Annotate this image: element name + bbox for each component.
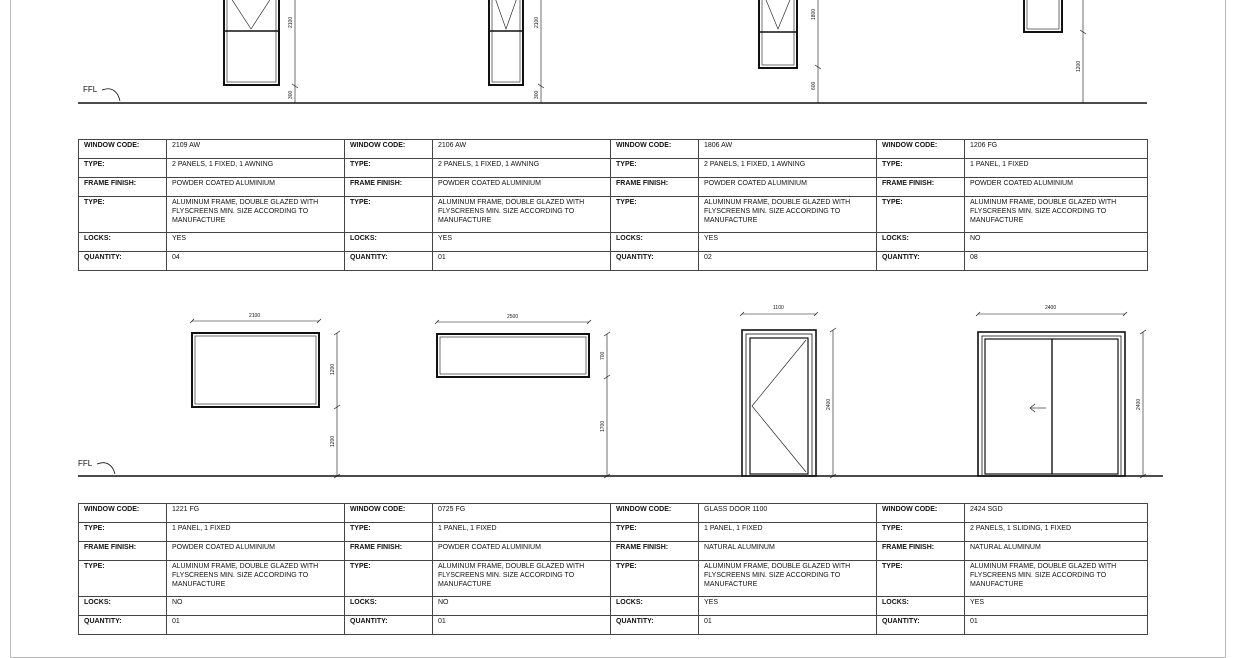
label-quantity: QUANTITY: xyxy=(345,616,433,635)
label-type: TYPE: xyxy=(79,561,167,597)
dim-text: 600 xyxy=(811,81,817,90)
lower-ffl-arrow xyxy=(97,463,115,474)
cell-locks: YES xyxy=(699,233,877,252)
sliding-door-2424sgd-elevation xyxy=(978,332,1125,476)
label-type: TYPE: xyxy=(345,523,433,542)
dim-text: 2100 xyxy=(534,16,540,28)
label-type: TYPE: xyxy=(79,197,167,233)
label-type: TYPE: xyxy=(79,159,167,178)
dim-text: 300 xyxy=(288,90,294,99)
label-type: TYPE: xyxy=(877,523,965,542)
label-window-code: WINDOW CODE: xyxy=(877,504,965,523)
schedule-row-quantity xyxy=(79,252,1148,271)
schedule-row-locks xyxy=(79,597,1148,616)
schedule-row-description xyxy=(79,561,1148,597)
cell-quantity: 02 xyxy=(699,252,877,271)
label-window-code: WINDOW CODE: xyxy=(611,140,699,159)
cell-quantity: 01 xyxy=(965,616,1148,635)
label-type: TYPE: xyxy=(345,197,433,233)
cell-window-code: GLASS DOOR 1100 xyxy=(699,504,877,523)
cell-frame-finish: POWDER COATED ALUMINIUM xyxy=(433,178,611,197)
cell-description: ALUMINUM FRAME, DOUBLE GLAZED WITH FLYSCREENS MIN. SIZE ACCORDING TO MANUFACTURE xyxy=(433,197,611,233)
label-type: TYPE: xyxy=(611,197,699,233)
cell-frame-finish: POWDER COATED ALUMINIUM xyxy=(167,178,345,197)
label-quantity: QUANTITY: xyxy=(345,252,433,271)
label-type: TYPE: xyxy=(611,561,699,597)
cell-description: ALUMINUM FRAME, DOUBLE GLAZED WITH FLYSCREENS MIN. SIZE ACCORDING TO MANUFACTURE xyxy=(167,561,345,597)
label-type: TYPE: xyxy=(877,197,965,233)
cell-window-code: 1206 FG xyxy=(965,140,1148,159)
label-window-code: WINDOW CODE: xyxy=(345,140,433,159)
cell-description: ALUMINUM FRAME, DOUBLE GLAZED WITH FLYSCREENS MIN. SIZE ACCORDING TO MANUFACTURE xyxy=(699,561,877,597)
label-locks: LOCKS: xyxy=(877,597,965,616)
cell-locks: YES xyxy=(167,233,345,252)
cell-type: 1 PANEL, 1 FIXED xyxy=(965,159,1148,178)
cell-quantity: 01 xyxy=(167,616,345,635)
cell-quantity: 04 xyxy=(167,252,345,271)
window-2106aw-elevation xyxy=(489,0,523,85)
label-locks: LOCKS: xyxy=(345,233,433,252)
cell-frame-finish: POWDER COATED ALUMINIUM xyxy=(433,542,611,561)
cell-frame-finish: POWDER COATED ALUMINIUM xyxy=(167,542,345,561)
cell-window-code: 2424 SGD xyxy=(965,504,1148,523)
cell-locks: YES xyxy=(433,233,611,252)
cell-locks: YES xyxy=(699,597,877,616)
dim-text: 2500 xyxy=(507,314,519,320)
dim-text: 2100 xyxy=(249,313,261,319)
schedule-row-finish xyxy=(79,178,1148,197)
label-type: TYPE: xyxy=(79,523,167,542)
label-window-code: WINDOW CODE: xyxy=(611,504,699,523)
lower-window-schedule xyxy=(78,503,1148,635)
glass-door-1100-elevation xyxy=(742,330,816,476)
label-quantity: QUANTITY: xyxy=(611,252,699,271)
label-type: TYPE: xyxy=(877,561,965,597)
dim-text: 2400 xyxy=(1136,398,1142,410)
label-window-code: WINDOW CODE: xyxy=(877,140,965,159)
cell-window-code: 0725 FG xyxy=(433,504,611,523)
cell-locks: YES xyxy=(965,597,1148,616)
upper-window-schedule xyxy=(78,139,1148,271)
cell-description: ALUMINUM FRAME, DOUBLE GLAZED WITH FLYSCREENS MIN. SIZE ACCORDING TO MANUFACTURE xyxy=(433,561,611,597)
label-frame-finish: FRAME FINISH: xyxy=(345,178,433,197)
cell-quantity: 01 xyxy=(699,616,877,635)
schedule-row-type xyxy=(79,523,1148,542)
dim-text: 1800 xyxy=(811,8,817,20)
cell-window-code: 2106 AW xyxy=(433,140,611,159)
cell-description: ALUMINUM FRAME, DOUBLE GLAZED WITH FLYSCREENS MIN. SIZE ACCORDING TO MANUFACTURE xyxy=(965,561,1148,597)
cell-quantity: 01 xyxy=(433,616,611,635)
schedule-row-code xyxy=(79,504,1148,523)
schedule-row-code xyxy=(79,140,1148,159)
cell-description: ALUMINUM FRAME, DOUBLE GLAZED WITH FLYSCREENS MIN. SIZE ACCORDING TO MANUFACTURE xyxy=(699,197,877,233)
label-frame-finish: FRAME FINISH: xyxy=(345,542,433,561)
cell-locks: NO xyxy=(433,597,611,616)
label-quantity: QUANTITY: xyxy=(877,616,965,635)
label-type: TYPE: xyxy=(877,159,965,178)
schedule-row-type xyxy=(79,159,1148,178)
cell-frame-finish: POWDER COATED ALUMINIUM xyxy=(699,178,877,197)
label-frame-finish: FRAME FINISH: xyxy=(877,542,965,561)
cell-window-code: 1806 AW xyxy=(699,140,877,159)
label-frame-finish: FRAME FINISH: xyxy=(611,542,699,561)
cell-type: 1 PANEL, 1 FIXED xyxy=(167,523,345,542)
label-window-code: WINDOW CODE: xyxy=(79,504,167,523)
label-locks: LOCKS: xyxy=(79,233,167,252)
label-type: TYPE: xyxy=(345,159,433,178)
label-window-code: WINDOW CODE: xyxy=(79,140,167,159)
window-1806aw-elevation xyxy=(759,0,797,68)
label-quantity: QUANTITY: xyxy=(79,252,167,271)
cell-quantity: 01 xyxy=(433,252,611,271)
dim-text: 1700 xyxy=(600,420,606,432)
label-quantity: QUANTITY: xyxy=(877,252,965,271)
schedule-row-quantity xyxy=(79,616,1148,635)
label-type: TYPE: xyxy=(611,523,699,542)
label-quantity: QUANTITY: xyxy=(611,616,699,635)
cell-window-code: 2109 AW xyxy=(167,140,345,159)
label-locks: LOCKS: xyxy=(611,597,699,616)
dim-text: 1200 xyxy=(330,435,336,447)
label-window-code: WINDOW CODE: xyxy=(345,504,433,523)
window-1221fg-elevation xyxy=(192,333,319,407)
dim-text: 2400 xyxy=(1045,305,1057,311)
dim-text: 2100 xyxy=(288,16,294,28)
dim-text: 700 xyxy=(600,351,606,360)
ffl-label: FFL xyxy=(83,85,98,94)
label-frame-finish: FRAME FINISH: xyxy=(877,178,965,197)
cell-type: 1 PANEL, 1 FIXED xyxy=(699,523,877,542)
dim-text: 1200 xyxy=(330,363,336,375)
cell-frame-finish: NATURAL ALUMINUM xyxy=(965,542,1148,561)
window-0725fg-elevation xyxy=(437,334,589,377)
label-locks: LOCKS: xyxy=(877,233,965,252)
cell-type: 1 PANEL, 1 FIXED xyxy=(433,523,611,542)
cell-type: 2 PANELS, 1 FIXED, 1 AWNING xyxy=(433,159,611,178)
schedule-row-description xyxy=(79,197,1148,233)
ffl-label: FFL xyxy=(78,459,93,468)
label-frame-finish: FRAME FINISH: xyxy=(79,542,167,561)
upper-ffl-arrow xyxy=(102,89,120,101)
label-type: TYPE: xyxy=(345,561,433,597)
dim-text: 300 xyxy=(534,90,540,99)
cell-locks: NO xyxy=(965,233,1148,252)
window-1206fg-elevation xyxy=(1024,0,1062,32)
label-locks: LOCKS: xyxy=(79,597,167,616)
cell-description: ALUMINUM FRAME, DOUBLE GLAZED WITH FLYSCREENS MIN. SIZE ACCORDING TO MANUFACTURE xyxy=(167,197,345,233)
cell-frame-finish: NATURAL ALUMINUM xyxy=(699,542,877,561)
cell-type: 2 PANELS, 1 FIXED, 1 AWNING xyxy=(167,159,345,178)
label-frame-finish: FRAME FINISH: xyxy=(611,178,699,197)
label-type: TYPE: xyxy=(611,159,699,178)
cell-locks: NO xyxy=(167,597,345,616)
cell-type: 2 PANELS, 1 SLIDING, 1 FIXED xyxy=(965,523,1148,542)
schedule-row-locks xyxy=(79,233,1148,252)
cell-description: ALUMINUM FRAME, DOUBLE GLAZED WITH FLYSCREENS MIN. SIZE ACCORDING TO MANUFACTURE xyxy=(965,197,1148,233)
label-locks: LOCKS: xyxy=(611,233,699,252)
window-2109aw-elevation xyxy=(224,0,279,85)
dim-text: 1200 xyxy=(1076,60,1082,72)
cell-frame-finish: POWDER COATED ALUMINIUM xyxy=(965,178,1148,197)
cell-quantity: 08 xyxy=(965,252,1148,271)
cell-window-code: 1221 FG xyxy=(167,504,345,523)
dim-text: 1100 xyxy=(773,305,784,311)
label-locks: LOCKS: xyxy=(345,597,433,616)
label-quantity: QUANTITY: xyxy=(79,616,167,635)
dim-text: 2400 xyxy=(826,398,832,410)
label-frame-finish: FRAME FINISH: xyxy=(79,178,167,197)
cell-type: 2 PANELS, 1 FIXED, 1 AWNING xyxy=(699,159,877,178)
schedule-row-finish xyxy=(79,542,1148,561)
